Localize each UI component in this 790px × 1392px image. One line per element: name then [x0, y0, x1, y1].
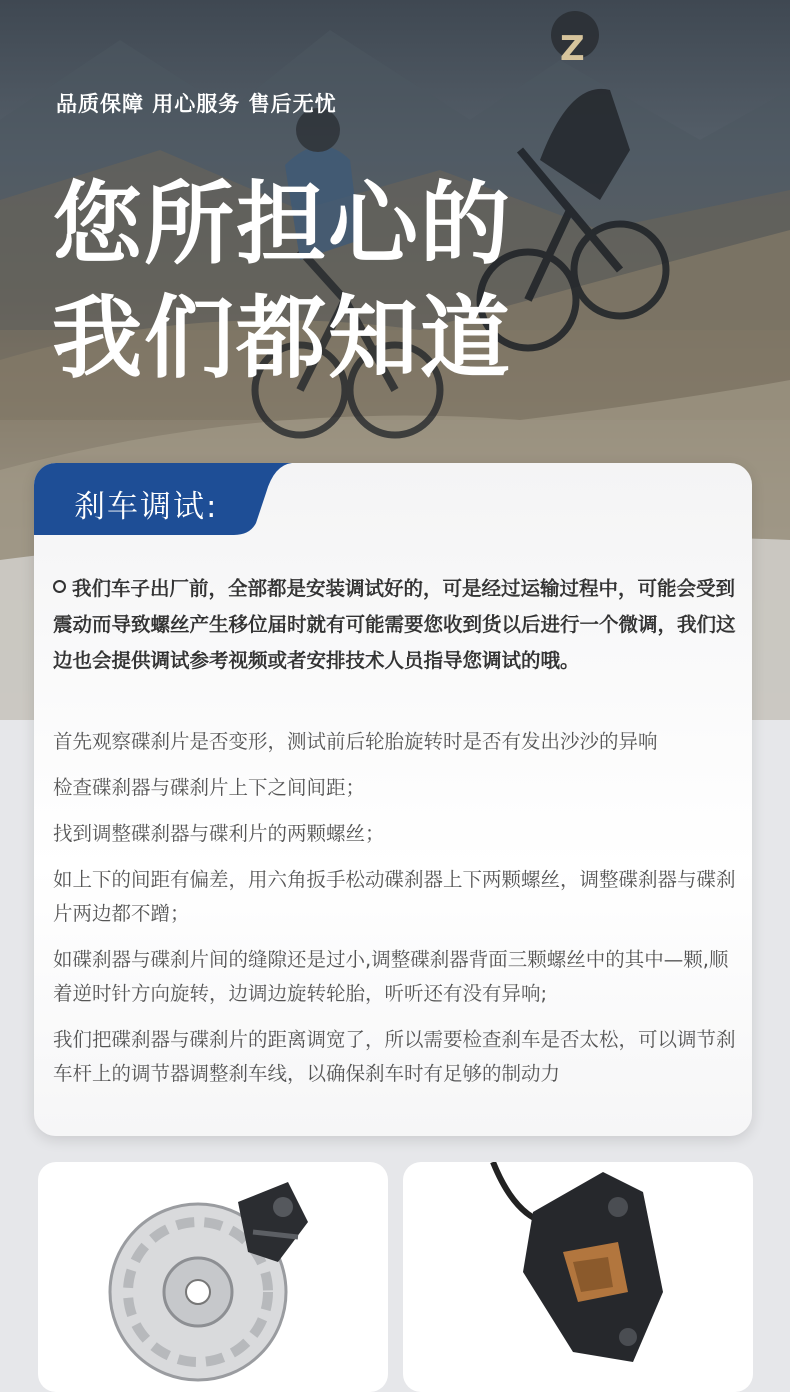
- steps-list: [53, 725, 743, 1103]
- headline-line-1: 您所担心的: [52, 172, 512, 277]
- brake-adjustment-card: [34, 463, 752, 1136]
- hydraulic-brake-photo: [403, 1162, 753, 1392]
- headline: [52, 168, 692, 396]
- step-item: 检查碟刹器与碟刹片上下之间间距；: [53, 776, 366, 799]
- bullet-ring-icon: [53, 580, 66, 593]
- step-item: 我们把碟刹器与碟刹片的距离调宽了，所以需要检查刹车是否太松，可以调节刹车杆上的调节器调整刹车线，以确保刹车时有足够的制动力: [53, 1028, 736, 1085]
- svg-text:Z: Z: [560, 29, 585, 69]
- headline-line-2: 我们都知道: [52, 286, 512, 391]
- hydraulic-caliper-icon: [403, 1162, 753, 1392]
- step-item: 首先观察碟刹片是否变形，测试前后轮胎旋转时是否有发出沙沙的异响: [53, 730, 658, 753]
- step-item: 如碟刹器与碟刹片间的缝隙还是过小,调整碟刹器背面三颗螺丝中的其中—颗,顺着逆时针方向旋转，边调边旋转轮胎，听听还有没有异响;: [53, 948, 729, 1005]
- disc-brake-photo: [38, 1162, 388, 1392]
- intro-paragraph: [53, 571, 739, 679]
- intro-text: 我们车子出厂前，全部都是安装调试好的，可是经过运输过程中，可能会受到震动而导致螺丝产生移位届时就有可能需要您收到货以后进行一个微调，我们这边也会提供调试参考视频或者安排技术人员指导您调试的哦。: [53, 577, 736, 672]
- card-title: 刹车调试:: [74, 489, 219, 525]
- step-item: 找到调整碟刹器与碟利片的两颗螺丝；: [53, 822, 385, 845]
- tagline: 品质保障 用心服务 售后无忧: [56, 92, 337, 116]
- step-item: 如上下的间距有偏差，用六角扳手松动碟刹器上下两颗螺丝，调整碟刹器与碟刹片两边都不蹭；: [53, 868, 736, 925]
- disc-rotor-caliper-icon: [38, 1162, 388, 1392]
